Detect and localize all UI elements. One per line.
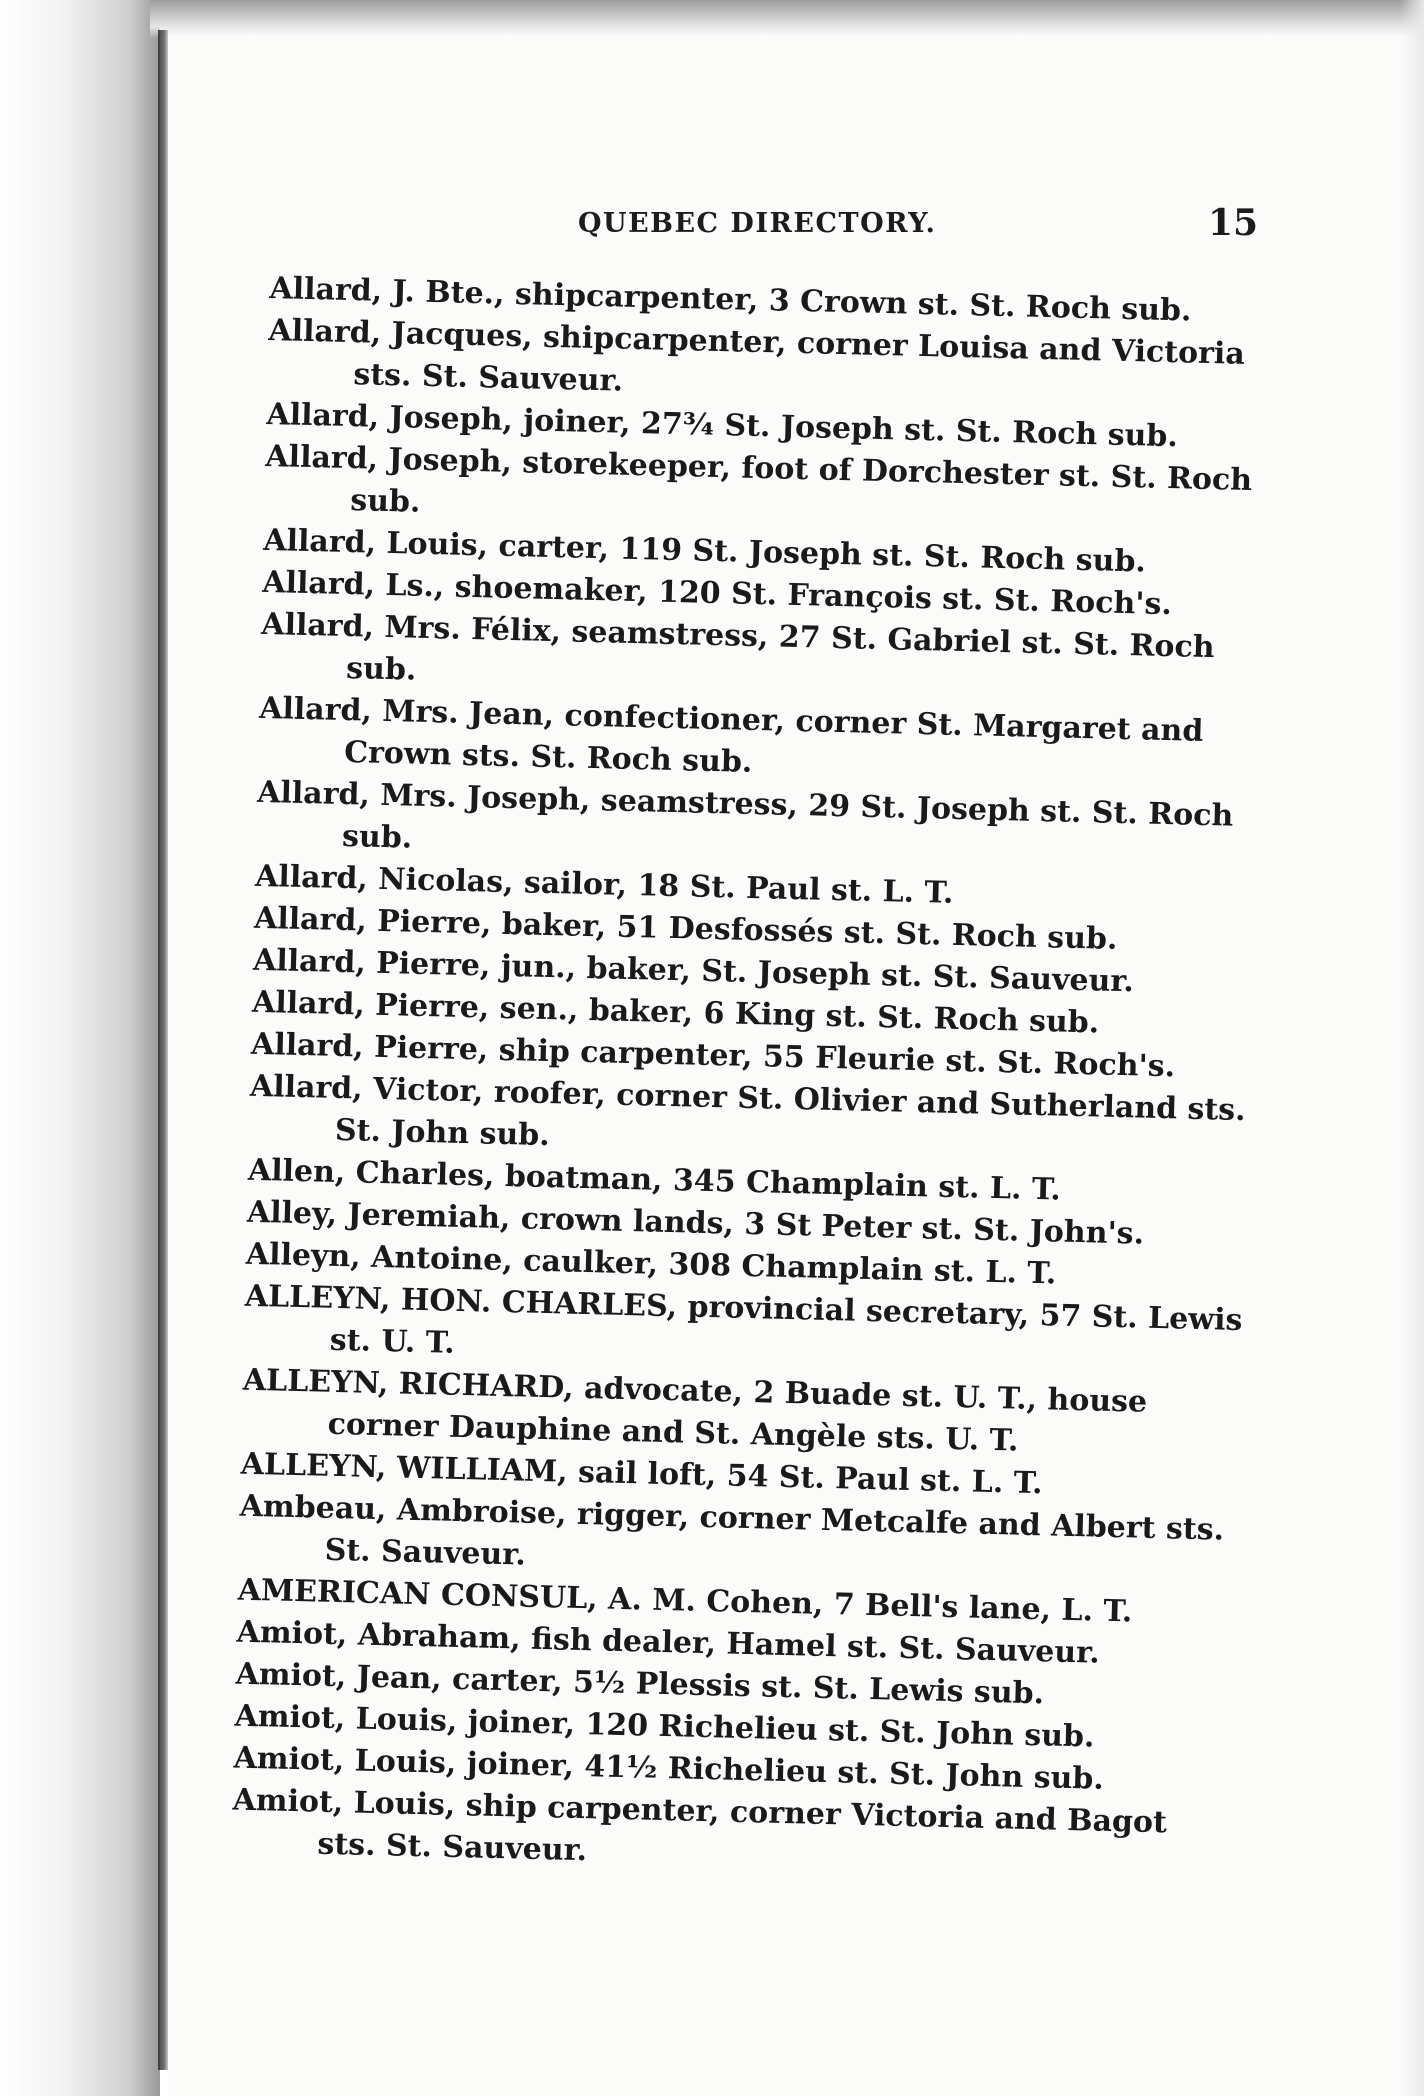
directory-entry: Allard, Joseph, storekeeper, foot of Dorchester st. St. Roch sub. [264,438,1253,520]
directory-entry: Alleyn, Antoine, caulker, 308 Champlain st. L. T. [245,1236,1057,1292]
directory-entry: Alley, Jeremiah, crown lands, 3 St Peter st. St. John's. [246,1194,1145,1252]
directory-entry: Allard, Mrs. Félix, seamstress, 27 St. Gabriel st. St. Roch sub. [260,606,1216,688]
spine-edge [158,30,168,2070]
directory-entry: Allard, Pierre, baker, 51 Desfossés st. St. Roch sub. [253,900,1118,957]
directory-entry: Allard, Pierre, ship carpenter, 55 Fleurie st. St. Roch's. [250,1026,1176,1085]
page-number: 15 [1208,202,1259,244]
directory-entry: ALLEYN, RICHARD, advocate, 2 Buade st. U. T., house corner Dauphine and St. Angèle sts. U. T. [242,1362,1148,1459]
directory-entry: Allard, Mrs. Joseph, seamstress, 29 St. Joseph st. St. Roch sub. [256,774,1234,856]
directory-entry: Allen, Charles, boatman, 345 Champlain st. L. T. [247,1152,1062,1208]
directory-entry: Allard, Joseph, joiner, 27¾ St. Joseph st. St. Roch sub. [265,396,1179,455]
directory-entry: Allard, Jacques, shipcarpenter, corner Louisa and Victoria sts. St. Sauveur. [268,312,1246,399]
directory-entry: Ambeau, Ambroise, rigger, corner Metcalfe and Albert sts. St. Sauveur. [239,1488,1225,1573]
binding-gutter [0,0,160,2096]
directory-entries [231,268,1270,1888]
directory-entry: Allard, Ls., shoemaker, 120 St. François st. St. Roch's. [261,564,1173,623]
page-right-edge [1400,0,1424,2096]
directory-entry: Amiot, Louis, joiner, 120 Richelieu st. St. John sub. [234,1698,1095,1755]
top-edge-shadow [150,0,1424,38]
directory-entry: Amiot, Jean, carter, 5½ Plessis st. St. Lewis sub. [235,1656,1045,1712]
directory-entry: ALLEYN, WILLIAM, sail loft, 54 St. Paul st. L. T. [240,1446,1044,1502]
directory-entry: Amiot, Louis, joiner, 41½ Richelieu st. St. John sub. [233,1740,1105,1797]
directory-entry: Allard, Nicolas, sailor, 18 St. Paul st. L. T. [254,858,954,911]
directory-entry: Allard, Pierre, sen., baker, 6 King st. St. Roch sub. [251,984,1100,1041]
directory-entry: Allard, Pierre, jun., baker, St. Joseph st. St. Sauveur. [252,942,1135,1000]
directory-entry: Allard, Mrs. Jean, confectioner, corner St. Margaret and Crown sts. St. Roch sub. [258,690,1204,780]
directory-entry: Amiot, Abraham, fish dealer, Hamel st. St. Sauveur. [236,1614,1101,1671]
directory-entry: AMERICAN CONSUL, A. M. Cohen, 7 Bell's lane, L. T. [237,1572,1133,1630]
directory-entry: ALLEYN, HON. CHARLES, provincial secretary, 57 St. Lewis st. U. T. [244,1278,1243,1361]
directory-entry: Allard, J. Bte., shipcarpenter, 3 Crown st. St. Roch sub. [269,270,1192,329]
page-header [0,200,1424,260]
directory-entry: Amiot, Louis, ship carpenter, corner Victoria and Bagot sts. St. Sauveur. [232,1782,1168,1869]
running-title: QUEBEC DIRECTORY. [578,208,937,239]
directory-entry: Allard, Victor, roofer, corner St. Olivier and Sutherland sts. St. John sub. [249,1068,1247,1154]
directory-entry: Allard, Louis, carter, 119 St. Joseph st. St. Roch sub. [262,522,1147,580]
